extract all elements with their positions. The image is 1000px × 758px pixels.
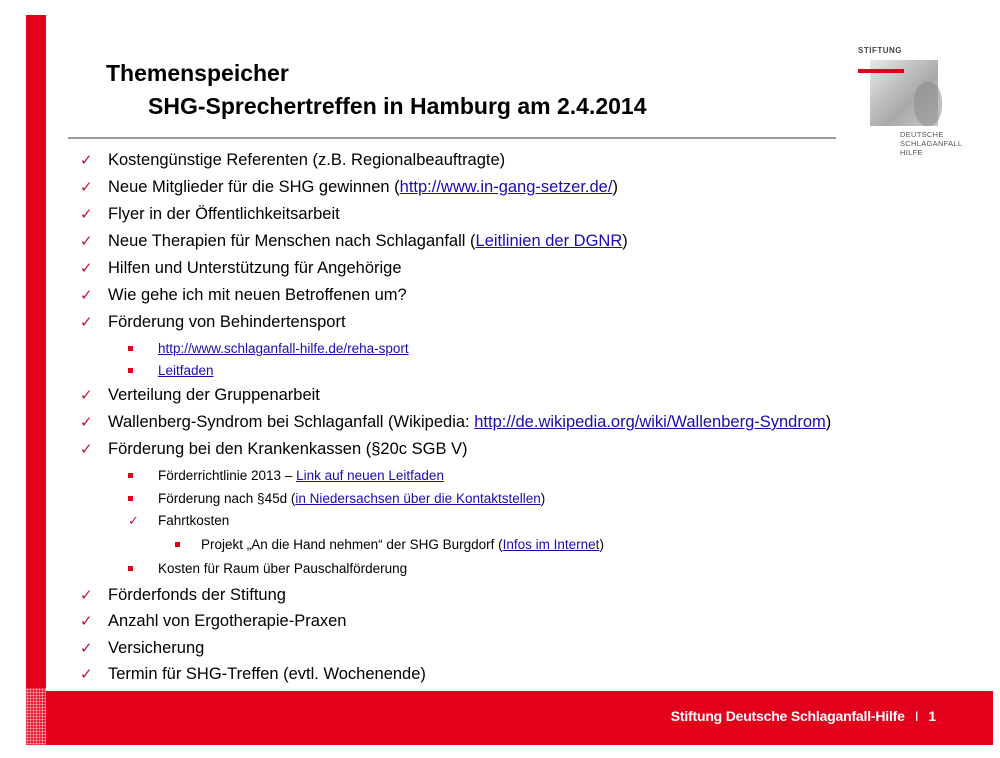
square-bullet-icon [128,566,133,571]
slide-subtitle: SHG-Sprechertreffen in Hamburg am 2.4.2014 [148,93,647,119]
square-bullet-icon [128,473,133,478]
page-number: 1 [928,708,936,724]
footer-org: Stiftung Deutsche Schlaganfall-Hilfe [670,708,905,724]
checkmark-icon: ✓ [80,287,93,304]
checkmark-icon: ✓ [80,387,93,404]
list-item [80,205,340,224]
checkmark-icon: ✓ [80,206,93,223]
text-segment: ) [540,491,546,506]
list-item-text: Verteilung der Gruppenarbeit [108,386,320,404]
sub-list-item [128,513,230,529]
list-item [80,665,426,684]
checkmark-icon: ✓ [80,179,93,196]
list-item-text: Förderung bei den Krankenkassen (§20c SGB V) [108,440,468,458]
list-item [80,232,628,251]
list-item [80,178,618,197]
link-neuer-leitfaden[interactable]: Link auf neuen Leitfaden [296,468,444,483]
list-item [80,413,832,432]
list-item-text: Kostengünstige Referenten (z.B. Regionalbeauftragte) [108,151,506,169]
checkmark-icon: ✓ [80,414,93,431]
text-segment: Neue Mitglieder für die SHG gewinnen ( [108,178,400,196]
list-item-text [108,413,831,432]
square-bullet-icon [175,542,180,547]
sub-list-item-text [158,491,545,506]
text-segment: Wallenberg-Syndrom bei Schlaganfall (Wikipedia: [108,413,475,431]
link-leitlinien-dgnr[interactable]: Leitlinien der DGNR [475,232,623,250]
list-item [80,313,346,332]
list-item-text: Termin für SHG-Treffen (evtl. Wochenende) [108,665,426,683]
square-bullet-icon [128,368,133,373]
list-item [80,259,402,278]
square-bullet-icon [128,496,133,501]
list-item-text: Förderfonds der Stiftung [108,586,286,604]
text-segment: ) [612,178,618,196]
list-item-text: Wie gehe ich mit neuen Betroffenen um? [108,286,407,304]
checkmark-icon: ✓ [80,152,93,169]
list-item [80,286,407,305]
checkmark-icon: ✓ [80,260,93,277]
sub-list-item-text [158,341,409,356]
logo-bottom-label: DEUTSCHE SCHLAGANFALL HILFE [900,130,963,157]
checkmark-icon: ✓ [80,314,93,331]
sub-list-item-text: Kosten für Raum über Pauschalförderung [158,561,408,576]
text-segment: Neue Therapien für Menschen nach Schlaganfall ( [108,232,476,250]
link-infos-internet[interactable]: Infos im Internet [502,537,600,552]
list-item-text [108,178,618,197]
text-segment: ) [825,413,832,431]
checkmark-icon: ✓ [80,233,93,250]
text-segment: Förderrichtlinie 2013 – [158,468,297,483]
sub-list-item [128,561,408,576]
sub-list-item-text [158,363,214,378]
text-segment: ) [622,232,628,250]
list-item-text: Flyer in der Öffentlichkeitsarbeit [108,205,340,223]
list-item [80,639,205,658]
list-item-text: Förderung von Behindertensport [108,313,346,331]
sub-list-item [128,468,444,483]
checkmark-icon: ✓ [80,587,93,604]
list-item [80,151,506,170]
text-segment: Projekt „An die Hand nehmen“ der SHG Burgdorf ( [201,537,503,552]
list-item-text [108,232,628,251]
list-item [80,612,347,631]
checkmark-icon: ✓ [80,666,93,683]
checkmark-icon: ✓ [128,513,139,528]
link-leitfaden[interactable]: Leitfaden [158,363,214,378]
sub-list-item [128,491,546,506]
list-item-text: Anzahl von Ergotherapie-Praxen [108,612,347,630]
sub-list-item [128,341,409,356]
list-item [80,386,320,405]
link-kontaktstellen[interactable]: in Niedersachsen über die Kontaktstellen [295,491,541,506]
link-wikipedia-wallenberg[interactable]: http://de.wikipedia.org/wiki/Wallenberg-Syndrom [474,413,826,431]
sub-sub-list-item-text [201,537,604,552]
text-segment: Förderung nach §45d ( [158,491,296,506]
text-segment: ) [599,537,604,552]
square-bullet-icon [128,346,133,351]
slide-title: Themenspeicher [106,60,289,86]
sub-list-item-text [158,468,444,483]
sub-sub-list-item [175,537,604,552]
list-item-text: Hilfen und Unterstützung für Angehörige [108,259,402,277]
footer-separator: I [914,708,919,724]
list-item-text: Versicherung [108,639,205,657]
link-in-gang-setzer[interactable]: http://www.in-gang-setzer.de/ [399,178,613,196]
checkmark-icon: ✓ [80,441,93,458]
checkmark-icon: ✓ [80,613,93,630]
sub-list-item-text: Fahrtkosten [158,513,230,528]
sub-list-item [128,363,214,378]
logo-top-text: STIFTUNG [858,46,902,55]
link-reha-sport[interactable]: http://www.schlaganfall-hilfe.de/reha-sport [158,341,409,356]
list-item [80,440,468,459]
checkmark-icon: ✓ [80,640,93,657]
list-item [80,586,286,605]
